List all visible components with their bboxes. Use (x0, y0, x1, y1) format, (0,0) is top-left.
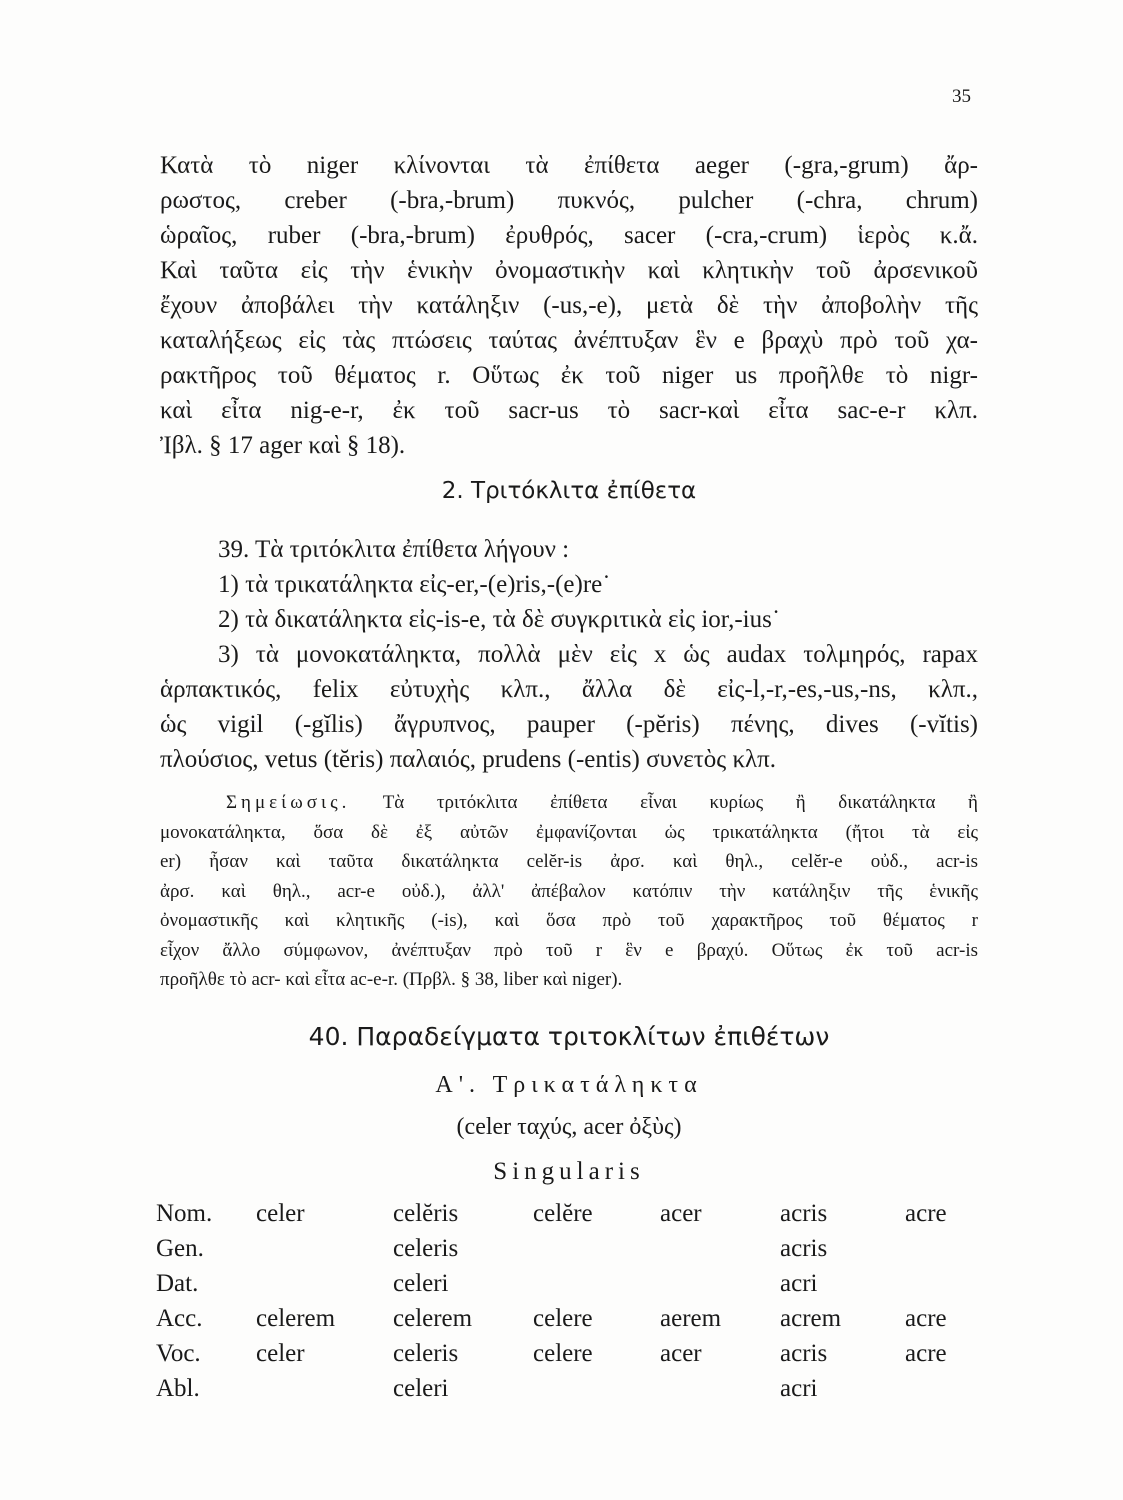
text-line: Καὶ ταῦτα εἰς τὴν ἑνικὴν ὀνομαστικὴν καὶ κλητικὴν τοῦ ἀρσενικοῦ (160, 257, 978, 284)
declension-table (156, 1196, 1005, 1406)
paragraph-niger (160, 148, 978, 463)
table-cell (256, 1371, 393, 1406)
list-item: 2) τὰ δικατάληκτα εἰς-is-e, τὰ δὲ συγκριτικὰ εἰς ior,-ius˙ (218, 606, 781, 633)
table-row (156, 1231, 1005, 1266)
note-line: ἀρσ. καὶ θηλ., acr-e οὐδ.), ἀλλ' ἀπέβαλον κατόπιν τὴν κατάληξιν τῆς ἑνικῆς (160, 880, 978, 902)
table-cell (660, 1371, 780, 1406)
note-block (160, 788, 978, 995)
section-heading-40: 40. Παραδείγματα τριτοκλίτων ἐπιθέτων (308, 1022, 830, 1051)
table-cell: celerem (256, 1304, 336, 1332)
table-cell: celeri (393, 1374, 449, 1402)
table-cell: acri (780, 1374, 818, 1402)
case-label: Nom. (156, 1199, 213, 1227)
case-label: Gen. (156, 1234, 204, 1262)
note-line: προῆλθε τὸ acr- καὶ εἶτα ac-e-r. (Πρβλ. § 38, liber καὶ niger). (160, 969, 623, 990)
note-line: er) ἦσαν καὶ ταῦτα δικατάληκτα celĕr-is ἀρσ. καὶ θηλ., celĕr-e οὐδ., acr-is (160, 851, 978, 872)
note-first-line-text: Τὰ τριτόκλιτα ἐπίθετα εἶναι κυρίως ἢ δικατάληκτα ἢ (382, 792, 978, 813)
table-cell: celeri (393, 1269, 449, 1297)
list-item: 3) τὰ μονοκατάληκτα, πολλὰ μὲν εἰς x ὡς audax τολμηρός, rapax (218, 641, 978, 668)
table-cell: acris (780, 1234, 828, 1262)
table-cell (905, 1231, 1005, 1266)
table-cell (660, 1266, 780, 1301)
table-cell: acre (905, 1199, 947, 1227)
note-line: εἶχον ἄλλο σύμφωνον, ἀνέπτυξαν πρὸ τοῦ r ἓν e βραχύ. Οὕτως ἐκ τοῦ acr-is (160, 939, 978, 961)
text-line: ἁρπακτικός, felix εὐτυχὴς κλπ., ἄλλα δὲ εἰς-l,-r,-es,-us,-ns, κλπ., (160, 676, 978, 703)
text-line: πλούσιος, vetus (tĕris) παλαιός, prudens (-entis) συνετὸς κλπ. (160, 746, 777, 773)
text-line: ρακτῆρος τοῦ θέματος r. Οὕτως ἐκ τοῦ niger us προῆλθε τὸ nigr- (160, 362, 978, 389)
list-item: 1) τὰ τρικατάληκτα εἰς-er,-(e)ris,-(e)re˙ (218, 571, 611, 598)
table-cell: celĕre (533, 1199, 593, 1227)
text-line: ἔχουν ἀποβάλει τὴν κατάληξιν (-us,-e), μετὰ δὲ τὴν ἀποβολὴν τῆς (160, 292, 978, 319)
number-heading-singularis: Singularis (493, 1158, 645, 1185)
page-number: 35 (952, 86, 971, 107)
table-cell (533, 1231, 660, 1266)
paragraph-39 (160, 532, 978, 777)
table-row (156, 1266, 1005, 1301)
text-line: Ἰβλ. § 17 ager καὶ § 18). (160, 432, 406, 459)
table-cell: acris (780, 1199, 828, 1227)
text-line: καὶ εἶτα nig-e-r, ἐκ τοῦ sacr-us τὸ sacr-καὶ εἶτα sac-e-r κλπ. (160, 397, 978, 424)
table-cell: celere (533, 1304, 593, 1332)
table-row (156, 1336, 1005, 1371)
table-cell (905, 1371, 1005, 1406)
table-cell: acre (905, 1304, 947, 1332)
paragraph-39-intro: 39. Τὰ τριτόκλιτα ἐπίθετα λήγουν : (218, 536, 570, 563)
table-cell (533, 1371, 660, 1406)
text-line: ὡς vigil (-gĭlis) ἄγρυπνος, pauper (-pĕris) πένης, dives (-vĭtis) (160, 711, 978, 738)
table-cell: acrem (780, 1304, 842, 1332)
case-label: Abl. (156, 1374, 200, 1402)
note-first-line (160, 788, 978, 818)
table-row (156, 1371, 1005, 1406)
table-cell (256, 1231, 393, 1266)
example-words: (celer ταχύς, acer ὀξὺς) (456, 1114, 682, 1140)
text-line: καταλήξεως εἰς τὰς πτώσεις ταύτας ἀνέπτυξαν ἓν e βραχὺ πρὸ τοῦ χα- (160, 327, 978, 354)
table-cell: celĕris (393, 1199, 459, 1227)
text-line: ὡραῖος, ruber (-bra,-brum) ἐρυθρός, sacer (-cra,-crum) ἱερὸς κ.ἄ. (160, 222, 978, 249)
note-line: μονοκατάληκτα, ὅσα δὲ ἐξ αὐτῶν ἐμφανίζονται ὡς τρικατάληκτα (ἤτοι τὰ εἰς (160, 821, 978, 843)
subheading-trikatalekta: Α'. Τρικατάληκτα (435, 1072, 703, 1098)
table-cell: acre (905, 1339, 947, 1367)
table-cell (660, 1231, 780, 1266)
table-cell: celer (256, 1199, 305, 1227)
table-row (156, 1301, 1005, 1336)
table-cell: celer (256, 1339, 305, 1367)
table-row (156, 1196, 1005, 1231)
case-label: Acc. (156, 1304, 203, 1332)
table-cell: celeris (393, 1234, 459, 1262)
table-cell (256, 1266, 393, 1301)
note-label: Σημείωσις. (226, 792, 351, 813)
table-cell (533, 1266, 660, 1301)
table-cell (905, 1266, 1005, 1301)
table-cell: aerem (660, 1304, 722, 1332)
section-heading-2: 2. Τριτόκλιτα ἐπίθετα (441, 478, 697, 504)
text-line: Κατὰ τὸ niger κλίνονται τὰ ἐπίθετα aeger (-gra,-grum) ἄρ- (160, 152, 978, 179)
table-cell: celerem (393, 1304, 473, 1332)
case-label: Dat. (156, 1269, 199, 1297)
text-line: ρωστος, creber (-bra,-brum) πυκνός, pulcher (-chra, chrum) (160, 187, 978, 214)
table-cell: acri (780, 1269, 818, 1297)
case-label: Voc. (156, 1339, 201, 1367)
table-cell: acris (780, 1339, 828, 1367)
table-cell: acer (660, 1339, 702, 1367)
table-cell: acer (660, 1199, 702, 1227)
table-cell: celere (533, 1339, 593, 1367)
note-line: ὀνομαστικῆς καὶ κλητικῆς (-is), καὶ ὅσα πρὸ τοῦ χαρακτῆρος τοῦ θέματος r (160, 910, 978, 931)
table-cell: celeris (393, 1339, 459, 1367)
